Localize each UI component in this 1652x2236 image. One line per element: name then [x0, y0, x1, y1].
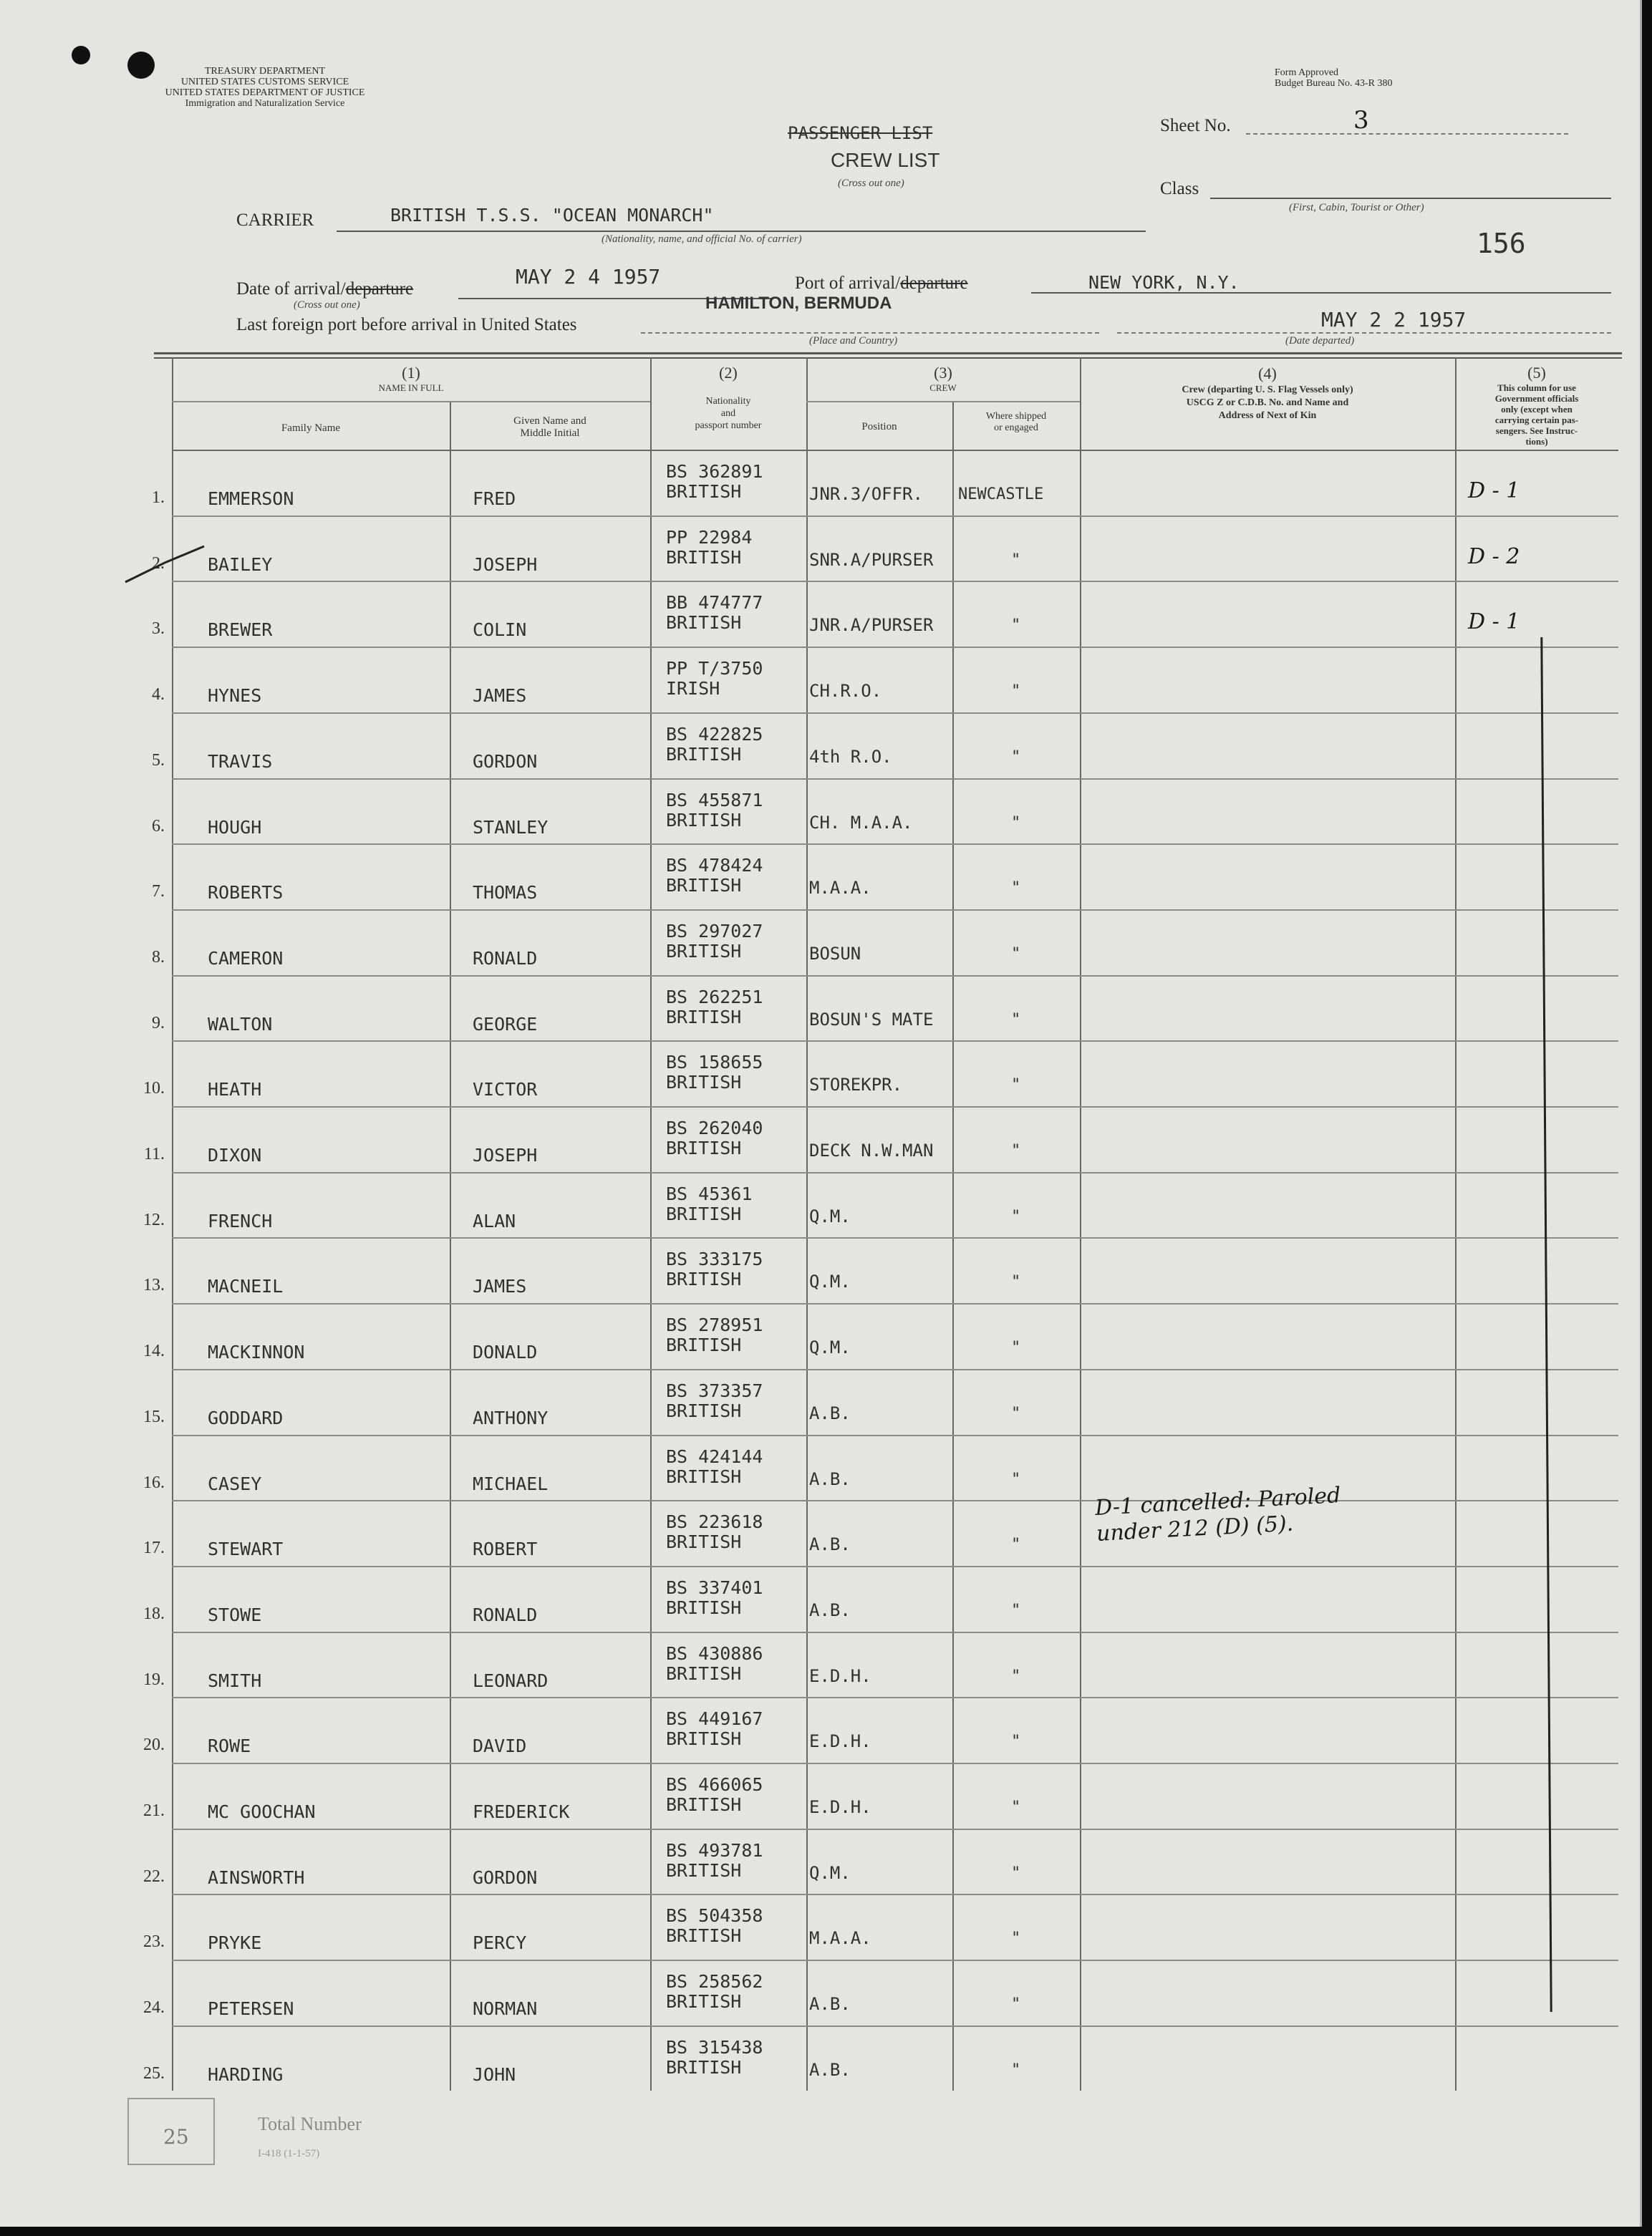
nationality: IRISH: [666, 678, 720, 700]
given-name: JAMES: [473, 1276, 527, 1297]
given-name-l1: Given Name and: [513, 415, 586, 427]
table-row: [172, 1500, 1618, 1566]
table-row: [172, 1960, 1618, 2026]
table-row: [172, 1106, 1618, 1172]
position: BOSUN'S MATE: [809, 1009, 934, 1030]
family-name: CASEY: [208, 1473, 262, 1494]
position: A.B.: [809, 1403, 851, 1423]
col4-header: [1080, 364, 1455, 422]
position: Q.M.: [809, 1337, 851, 1358]
shipped-from: ": [1011, 813, 1021, 832]
row-number: 16.: [143, 1473, 165, 1492]
given-name: JOSEPH: [473, 1145, 538, 1166]
date-departed-note: (Date departed): [1285, 335, 1355, 347]
class-line: [1210, 198, 1611, 199]
row-number: 24.: [143, 1998, 165, 2018]
col3-header: [806, 364, 1080, 394]
carrier-note: (Nationality, name, and official No. of carrier): [602, 233, 802, 245]
position: A.B.: [809, 1468, 851, 1489]
given-name: DAVID: [473, 1736, 527, 1757]
shipped-l2: or engaged: [994, 422, 1038, 433]
family-name: WALTON: [208, 1013, 273, 1035]
grid-hline: [806, 401, 1080, 402]
row-number: 13.: [143, 1276, 165, 1295]
nationality: BRITISH: [666, 1072, 742, 1093]
col1-header: [172, 364, 650, 394]
row-number: 22.: [143, 1867, 165, 1886]
table-row: [172, 1697, 1618, 1763]
row-number: 1.: [152, 488, 165, 507]
shipped-from: ": [1011, 1733, 1021, 1751]
shipped-from: ": [1011, 1799, 1021, 1816]
position: JNR.A/PURSER: [809, 615, 934, 636]
table-row: [172, 1369, 1618, 1435]
given-name: DONALD: [473, 1342, 538, 1363]
given-name: ROBERT: [473, 1539, 538, 1560]
position: A.B.: [809, 2059, 851, 2080]
position: M.A.A.: [809, 878, 871, 899]
given-name: MICHAEL: [473, 1473, 549, 1494]
col4-l1: Crew (departing U. S. Flag Vessels only): [1182, 384, 1353, 395]
row-number: 19.: [143, 1670, 165, 1689]
row-number: 12.: [143, 1210, 165, 1229]
row-number: 23.: [143, 1932, 165, 1952]
row-number: 21.: [143, 1801, 165, 1820]
passport-number: BS 422825: [666, 723, 763, 745]
approval-line-1: Form Approved: [1275, 67, 1339, 78]
family-name: CAMERON: [208, 947, 284, 969]
official-code: D - 1: [1468, 478, 1520, 503]
table-row: [172, 647, 1618, 712]
family-name: ROBERTS: [208, 882, 284, 904]
nationality: BRITISH: [666, 612, 742, 634]
shipped-from: ": [1011, 2061, 1021, 2079]
port-label: [795, 274, 968, 294]
position: E.D.H.: [809, 1797, 871, 1817]
passport-number: BS 373357: [666, 1380, 763, 1401]
family-name: BAILEY: [208, 553, 273, 575]
passport-number: BS 493781: [666, 1839, 763, 1861]
row-number: 10.: [143, 1079, 165, 1098]
row-number: 8.: [152, 947, 165, 967]
table-row: [172, 712, 1618, 778]
shipped-from: ": [1011, 1601, 1021, 1620]
family-name: AINSWORTH: [208, 1867, 305, 1888]
table-row: [172, 516, 1618, 581]
passport-number: BS 424144: [666, 1446, 763, 1467]
given-name: STANLEY: [473, 816, 549, 838]
given-name-header: [450, 415, 650, 440]
shipped-from: ": [1011, 1273, 1021, 1292]
nationality: BRITISH: [666, 1335, 742, 1356]
family-name-header: Family Name: [281, 422, 341, 434]
shipped-from: ": [1011, 1536, 1021, 1554]
family-name: FRENCH: [208, 1210, 273, 1231]
position: CH. M.A.A.: [809, 812, 913, 833]
shipped-from: ": [1011, 747, 1021, 766]
col2-l2: and: [720, 408, 736, 419]
table-row: [172, 1435, 1618, 1501]
table-row: [172, 909, 1618, 975]
shipped-from: ": [1011, 1142, 1021, 1160]
row-number: 3.: [152, 619, 165, 639]
col5-header: [1455, 364, 1618, 447]
passport-number: BS 466065: [666, 1774, 763, 1795]
shipped-from: ": [1011, 616, 1021, 635]
family-name: MACNEIL: [208, 1276, 284, 1297]
arrival-date-label-text: Date of arrival/: [236, 279, 346, 299]
col1-num: (1): [402, 364, 420, 382]
arrival-date-label: [236, 279, 413, 299]
col2-l3: passport number: [695, 420, 762, 431]
carrier-line: [337, 231, 1146, 232]
form-number: I-418 (1-1-57): [258, 2148, 320, 2159]
table-row: [172, 1632, 1618, 1698]
arrival-date-label-struck: departure: [345, 279, 414, 299]
foreign-port-note: (Place and Country): [809, 335, 898, 347]
given-name: JOSEPH: [473, 553, 538, 575]
shipped-from: ": [1011, 944, 1021, 963]
position: JNR.3/OFFR.: [809, 484, 923, 504]
family-name: ROWE: [208, 1736, 251, 1757]
family-name: MC GOOCHAN: [208, 1801, 316, 1822]
nationality: BRITISH: [666, 546, 742, 568]
col5-l1: This column for use: [1497, 382, 1576, 393]
nationality: BRITISH: [666, 809, 742, 831]
official-code: D - 1: [1468, 609, 1520, 635]
position: A.B.: [809, 1994, 851, 2015]
position: CH.R.O.: [809, 681, 882, 702]
col5-l5: sengers. See Instruc-: [1495, 425, 1578, 436]
nationality: BRITISH: [666, 1203, 742, 1224]
table-row: [172, 975, 1618, 1041]
row-number: 17.: [143, 1539, 165, 1558]
position: SNR.A/PURSER: [809, 549, 934, 570]
col2-l1: Nationality: [705, 396, 751, 407]
col5-num: (5): [1527, 364, 1546, 382]
passport-number: BS 455871: [666, 789, 763, 810]
passport-number: BS 278951: [666, 1315, 763, 1336]
table-row: [172, 1040, 1618, 1106]
shipped-from: ": [1011, 551, 1021, 569]
table-row: [172, 450, 1618, 516]
nationality: BRITISH: [666, 875, 742, 896]
position: STOREKPR.: [809, 1075, 903, 1095]
shipped-from: ": [1011, 1470, 1021, 1489]
passport-number: BS 262040: [666, 1118, 763, 1138]
passport-number: PP 22984: [666, 526, 753, 548]
passport-number: BS 362891: [666, 461, 763, 482]
given-name: GORDON: [473, 1867, 538, 1888]
position: BOSUN: [809, 943, 861, 964]
nationality: BRITISH: [666, 1991, 742, 2013]
position: E.D.H.: [809, 1731, 871, 1752]
total-label: Total Number: [258, 2114, 362, 2134]
shipped-l1: Where shipped: [985, 411, 1047, 422]
dept-line-1: TREASURY DEPARTMENT: [204, 66, 326, 77]
table-row: [172, 1763, 1618, 1829]
passport-number: BS 223618: [666, 1511, 763, 1533]
position: Q.M.: [809, 1206, 851, 1226]
foreign-port-value: HAMILTON, BERMUDA: [705, 294, 892, 313]
arrival-date-note: (Cross out one): [294, 299, 360, 311]
page-stamp: 156: [1477, 228, 1526, 259]
given-name: LEONARD: [473, 1670, 549, 1691]
list-type-crossed: PASSENGER LIST: [788, 123, 933, 143]
col2-header: [650, 364, 806, 432]
date-departed-line: [1117, 332, 1611, 334]
row-number: 15.: [143, 1407, 165, 1426]
given-name: VICTOR: [473, 1079, 538, 1100]
nationality: BRITISH: [666, 1859, 742, 1881]
total-value: 25: [163, 2125, 189, 2149]
passport-number: BS 504358: [666, 1905, 763, 1927]
nationality: BRITISH: [666, 1728, 742, 1750]
shipped-from: ": [1011, 1339, 1021, 1357]
shipped-from: NEWCASTLE: [958, 485, 1044, 503]
row-number: 14.: [143, 1342, 165, 1361]
position: Q.M.: [809, 1272, 851, 1292]
family-name: STEWART: [208, 1539, 284, 1560]
table-row: [172, 778, 1618, 844]
passport-number: BS 45361: [666, 1183, 753, 1204]
given-name: ANTHONY: [473, 1407, 549, 1428]
table-row: [172, 581, 1618, 647]
family-name: HEATH: [208, 1079, 262, 1100]
given-name: ALAN: [473, 1210, 516, 1231]
given-name: THOMAS: [473, 882, 538, 904]
table-row: [172, 1566, 1618, 1632]
nationality: BRITISH: [666, 1597, 742, 1618]
parole-annotation-line-2: under 212 (D) (5).: [1096, 1511, 1295, 1547]
passport-number: BS 430886: [666, 1642, 763, 1664]
family-name: PETERSEN: [208, 1998, 294, 2020]
shipped-header: [952, 411, 1080, 434]
nationality: BRITISH: [666, 1663, 742, 1684]
family-name: PRYKE: [208, 1932, 262, 1954]
row-number: 6.: [152, 816, 165, 836]
col5-l3: only (except when: [1501, 404, 1573, 415]
position: Q.M.: [809, 1862, 851, 1883]
nationality: BRITISH: [666, 1466, 742, 1487]
position: E.D.H.: [809, 1665, 871, 1686]
cross-out-note: (Cross out one): [838, 178, 904, 189]
shipped-from: ": [1011, 1930, 1021, 1948]
col3-num: (3): [934, 364, 952, 382]
carrier-label: CARRIER: [236, 210, 314, 230]
carrier-value: BRITISH T.S.S. "OCEAN MONARCH": [390, 205, 714, 226]
shipped-from: ": [1011, 1076, 1021, 1095]
passport-number: PP T/3750: [666, 658, 763, 679]
position-header: Position: [861, 421, 897, 432]
sheet-line: [1246, 133, 1568, 135]
shipped-from: ": [1011, 1404, 1021, 1423]
class-note: (First, Cabin, Tourist or Other): [1289, 202, 1424, 213]
shipped-from: ": [1011, 1995, 1021, 2014]
dept-line-3: UNITED STATES DEPARTMENT OF JUSTICE: [165, 87, 365, 98]
punch-hole-left: [72, 46, 90, 64]
family-name: GODDARD: [208, 1407, 284, 1428]
family-name: BREWER: [208, 619, 273, 641]
given-name: FREDERICK: [473, 1801, 570, 1822]
given-name: JOHN: [473, 2063, 516, 2085]
dept-header: [107, 66, 422, 109]
shipped-from: ": [1011, 1864, 1021, 1882]
table-row: [172, 1829, 1618, 1894]
col4-l2: USCG Z or C.D.B. No. and Name and: [1186, 397, 1349, 408]
family-name: HARDING: [208, 2063, 284, 2085]
port-label-struck: departure: [900, 274, 968, 293]
sheet-label: Sheet No.: [1160, 116, 1231, 135]
date-departed-value: MAY 2 2 1957: [1321, 308, 1467, 331]
parole-annotation-line-1: D-1 cancelled: Paroled: [1094, 1483, 1342, 1521]
nationality: BRITISH: [666, 743, 742, 765]
passport-number: BS 315438: [666, 2036, 763, 2058]
list-type-title: CREW LIST: [831, 149, 940, 171]
passport-number: BS 258562: [666, 1971, 763, 1993]
given-name: GEORGE: [473, 1013, 538, 1035]
family-name: DIXON: [208, 1145, 262, 1166]
nationality: BRITISH: [666, 2056, 742, 2078]
row-number: 20.: [143, 1736, 165, 1755]
table-row: [172, 2026, 1618, 2091]
position: A.B.: [809, 1534, 851, 1555]
given-name-l2: Middle Initial: [520, 427, 580, 439]
table-row: [172, 1237, 1618, 1303]
family-name: MACKINNON: [208, 1342, 305, 1363]
family-name: EMMERSON: [208, 488, 294, 509]
dept-line-2: UNITED STATES CUSTOMS SERVICE: [180, 77, 349, 87]
sheet-value: 3: [1353, 106, 1369, 135]
family-name: TRAVIS: [208, 750, 273, 772]
approval-block: [1275, 67, 1489, 89]
crew-table: [172, 358, 1618, 2091]
col2-num: (2): [719, 364, 738, 382]
table-row: [172, 1894, 1618, 1960]
family-name: SMITH: [208, 1670, 262, 1691]
nationality: BRITISH: [666, 481, 742, 502]
col1-title: NAME IN FULL: [378, 382, 444, 393]
given-name: RONALD: [473, 947, 538, 969]
family-name: HYNES: [208, 685, 262, 707]
row-number: 2.: [152, 553, 165, 573]
nationality: BRITISH: [666, 940, 742, 962]
nationality: BRITISH: [666, 1925, 742, 1947]
arrival-date-value: MAY 2 4 1957: [516, 265, 661, 289]
table-row: [172, 1303, 1618, 1369]
passport-number: BB 474777: [666, 592, 763, 614]
passport-number: BS 337401: [666, 1577, 763, 1598]
header-rule-top: [154, 352, 1622, 354]
row-number: 18.: [143, 1604, 165, 1623]
approval-line-2: Budget Bureau No. 43-R 380: [1275, 78, 1393, 89]
table-row: [172, 1172, 1618, 1238]
nationality: BRITISH: [666, 1794, 742, 1815]
col5-l2: Government officials: [1494, 393, 1579, 404]
col5-l4: carrying certain pas-: [1494, 415, 1579, 425]
given-name: PERCY: [473, 1932, 527, 1954]
given-name: FRED: [473, 488, 516, 509]
shipped-from: ": [1011, 1667, 1021, 1685]
given-name: RONALD: [473, 1604, 538, 1625]
given-name: JAMES: [473, 685, 527, 707]
passport-number: BS 158655: [666, 1052, 763, 1073]
row-number: 5.: [152, 750, 165, 770]
foreign-port-line: [641, 332, 1099, 334]
dept-line-4: Immigration and Naturalization Service: [185, 98, 345, 109]
row-number: 11.: [143, 1145, 165, 1163]
position: 4th R.O.: [809, 746, 892, 767]
nationality: BRITISH: [666, 1400, 742, 1421]
shipped-from: ": [1011, 682, 1021, 701]
passport-number: BS 449167: [666, 1708, 763, 1730]
nationality: BRITISH: [666, 1269, 742, 1290]
nationality: BRITISH: [666, 1006, 742, 1027]
row-number: 7.: [152, 882, 165, 901]
row-number: 4.: [152, 685, 165, 705]
class-label: Class: [1160, 179, 1199, 198]
passport-number: BS 297027: [666, 920, 763, 942]
col3-title: CREW: [929, 382, 957, 393]
position: M.A.A.: [809, 1928, 871, 1949]
check-mark-icon: [122, 543, 208, 586]
port-value: NEW YORK, N.Y.: [1088, 272, 1240, 293]
given-name: COLIN: [473, 619, 527, 641]
col4-l3: Address of Next of Kin: [1218, 410, 1317, 421]
nationality: BRITISH: [666, 1531, 742, 1553]
passport-number: BS 262251: [666, 986, 763, 1007]
position: A.B.: [809, 1599, 851, 1620]
col5-l6: tions): [1525, 436, 1548, 447]
row-number: 25.: [143, 2063, 165, 2083]
shipped-from: ": [1011, 1010, 1021, 1029]
grid-hline: [172, 401, 650, 402]
given-name: GORDON: [473, 750, 538, 772]
row-number: 9.: [152, 1013, 165, 1032]
passport-number: BS 333175: [666, 1249, 763, 1270]
foreign-port-label: Last foreign port before arrival in United States: [236, 315, 577, 334]
given-name: NORMAN: [473, 1998, 538, 2020]
port-label-text: Port of arrival/: [795, 274, 901, 293]
family-name: HOUGH: [208, 816, 262, 838]
position: DECK N.W.MAN: [809, 1141, 934, 1161]
family-name: STOWE: [208, 1604, 262, 1625]
official-code: D - 2: [1468, 543, 1520, 569]
table-row: [172, 843, 1618, 909]
passport-number: BS 478424: [666, 855, 763, 876]
shipped-from: ": [1011, 879, 1021, 898]
shipped-from: ": [1011, 1207, 1021, 1226]
nationality: BRITISH: [666, 1138, 742, 1158]
col4-num: (4): [1258, 364, 1277, 382]
